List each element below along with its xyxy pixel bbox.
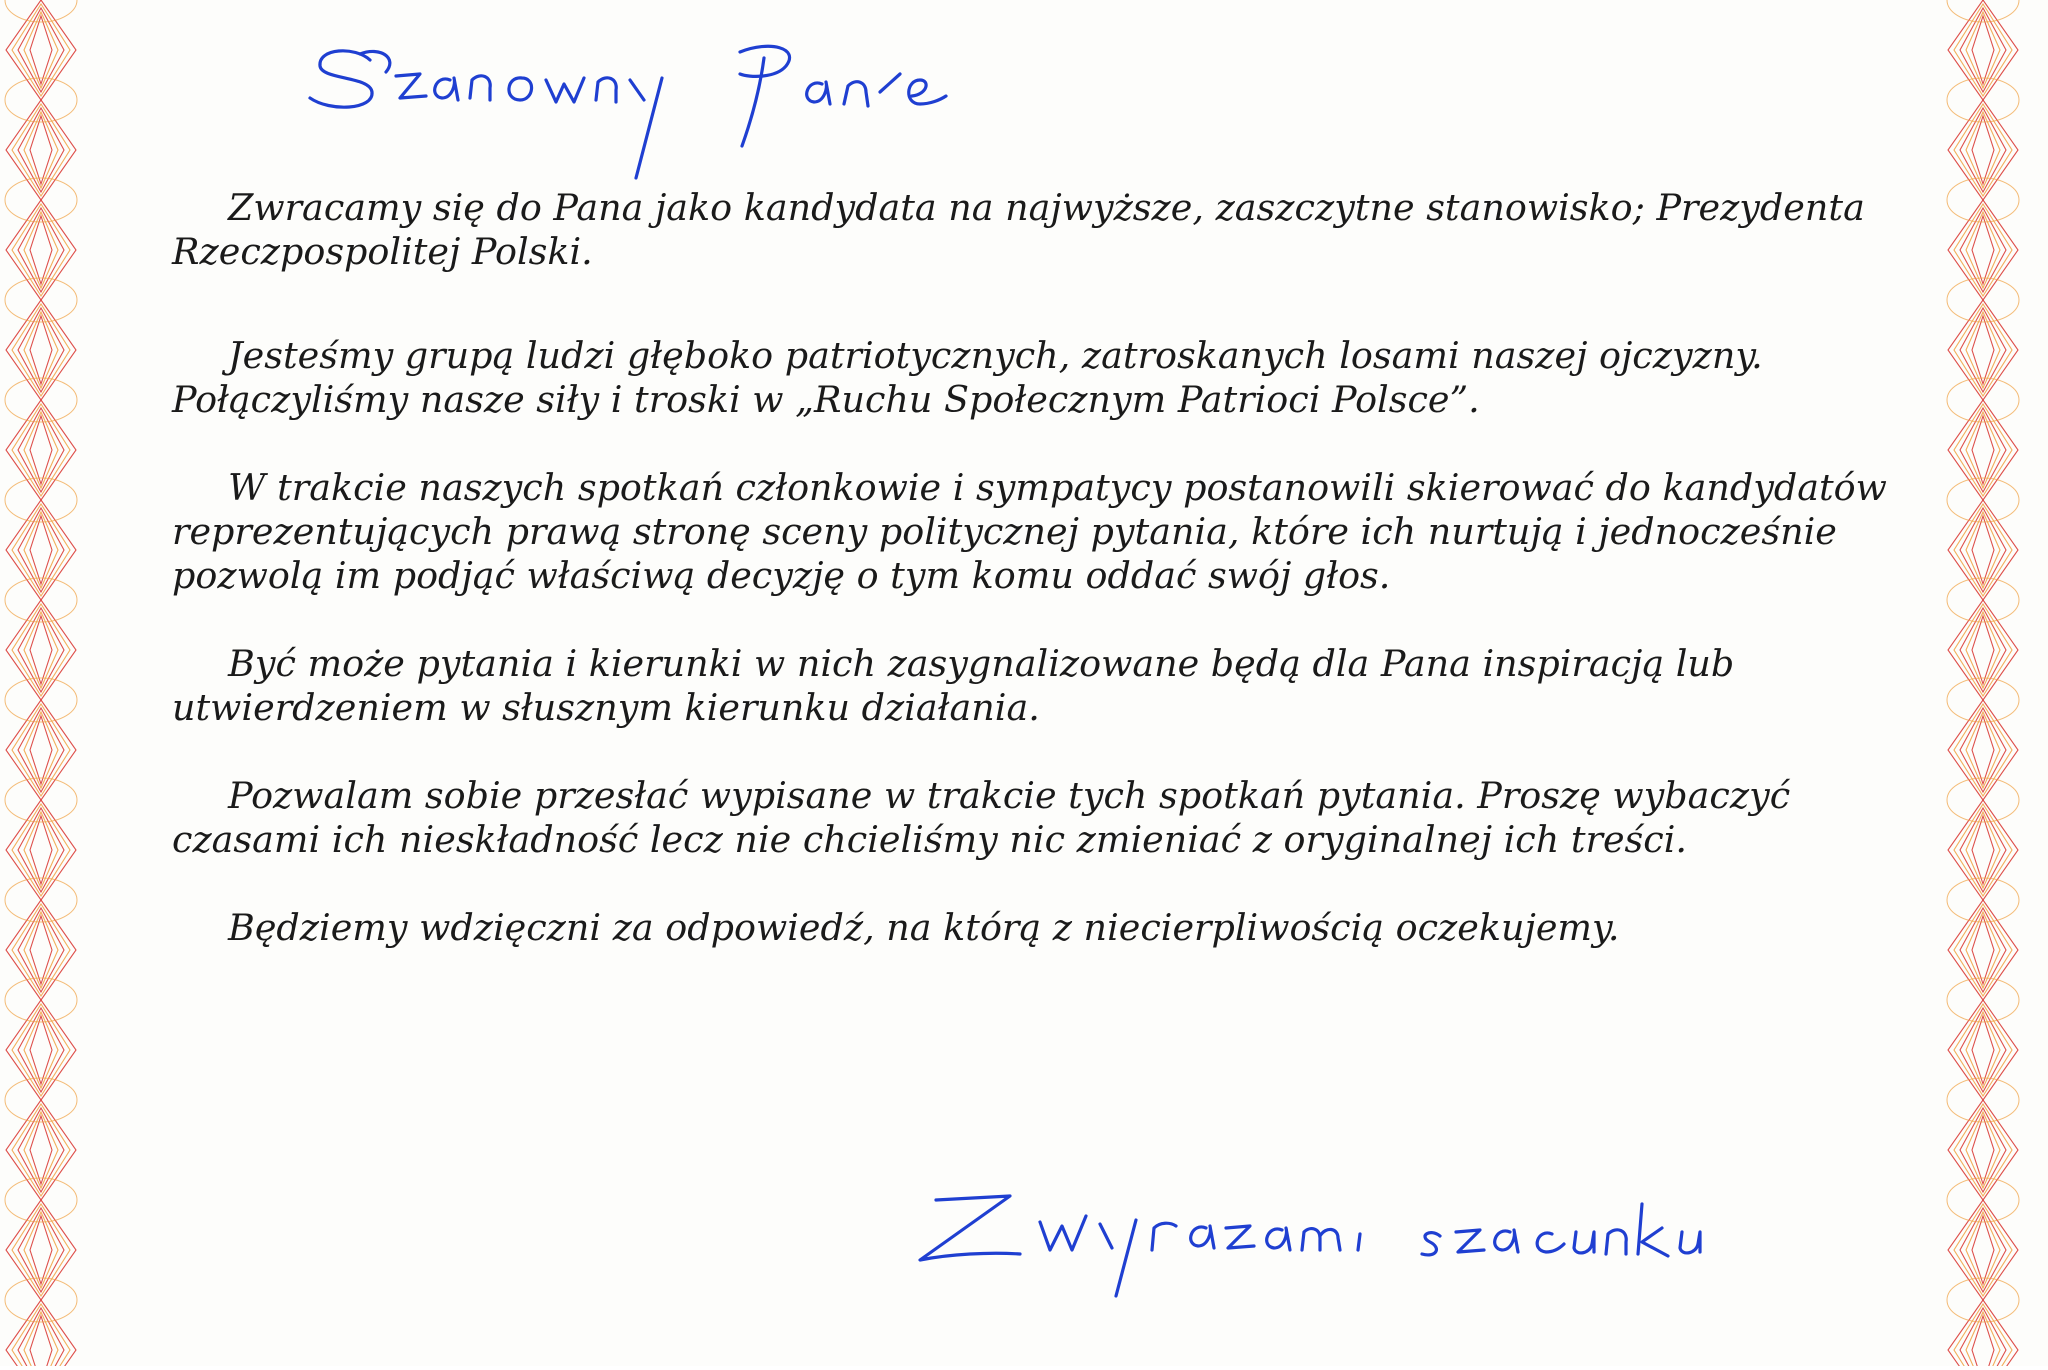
right-guilloche-border [1942, 0, 2024, 1366]
handwritten-closing [890, 1170, 1770, 1370]
paragraph-2: Jesteśmy grupą ludzi głęboko patriotycznych, zatroskanych losami naszej ojczyzny. Połączyliśmy nasze siły i troski w „Ruchu Społecznym Patrioci Polsce”. [172, 334, 1763, 421]
paragraph-4: Być może pytania i kierunki w nich zasygnalizowane będą dla Pana inspiracją lub utwierdzeniem w słusznym kierunku działania. [172, 642, 1735, 729]
letter-body [172, 186, 1902, 950]
paragraph-6: Będziemy wdzięczni za odpowiedź, na którą z niecierpliwością oczekujemy. [228, 906, 1620, 949]
paragraph-3: W trakcie naszych spotkań członkowie i sympatycy postanowili skierować do kandydatów reprezentujących prawą stronę sceny politycznej pytania, które ich nurtują i jednocześnie pozwolą im podjąć właściwą decyzję o tym komu oddać swój głos. [172, 466, 1887, 597]
paragraph-1: Zwracamy się do Pana jako kandydata na najwyższe, zaszczytne stanowisko; Prezydenta Rzeczpospolitej Polski. [172, 186, 1865, 273]
paragraph-5: Pozwalam sobie przesłać wypisane w trakcie tych spotkań pytania. Proszę wybaczyć czasami ich nieskładność lecz nie chcieliśmy nic zmieniać z oryginalnej ich treści. [172, 774, 1791, 861]
handwritten-salutation [300, 18, 980, 208]
left-guilloche-border [0, 0, 82, 1366]
